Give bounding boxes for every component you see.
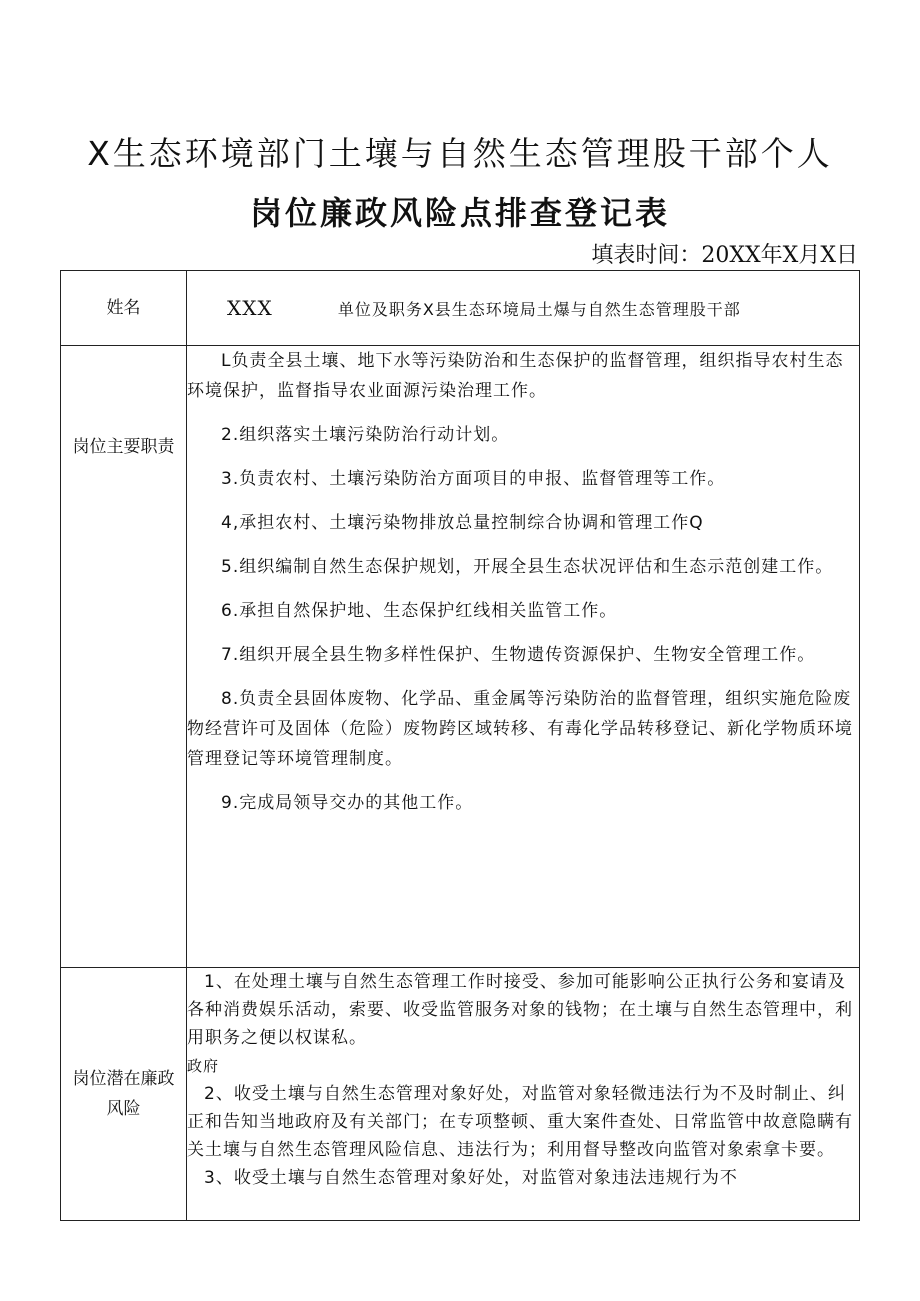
duty-item: 5.组织编制自然生态保护规划，开展全县生态状况评估和生态示范创建工作。 (221, 557, 834, 577)
name-row (61, 271, 860, 346)
name-unit-cell (187, 271, 860, 346)
duty-item: 9.完成局领导交办的其他工作。 (221, 793, 474, 813)
risk-item: 2、收受土壤与自然生态管理对象好处，对监管对象轻微违法行为不及时制止、纠正和告知当地政府及有关部门；在专项整顿、重大案件查处、日常监管中故意隐瞒有关土壤与自然生态管理风险信息、违法行为；利用督导整改向监管对象索拿卡要。 (187, 1084, 853, 1160)
duties-label: 岗位主要职责 (61, 346, 187, 968)
duties-row (61, 346, 860, 968)
duty-item: 7.组织开展全县生物多样性保护、生物遗传资源保护、生物安全管理工作。 (221, 645, 816, 665)
name-label: 姓名 (61, 271, 187, 346)
risk-item: 3、收受土壤与自然生态管理对象好处，对监管对象违法违规行为不 (204, 1168, 738, 1188)
risk-note: 政府 (187, 1057, 220, 1075)
unit-position: 单位及职务X县生态环境局土爆与自然生态管理股干部 (337, 300, 741, 319)
registration-table (60, 270, 860, 1221)
duty-item: 8.负责全县固体废物、化学品、重金属等污染防治的监督管理，组织实施危险废物经营许可及固体（危险）废物跨区域转移、有毒化学品转移登记、新化学物质环境管理登记等环境管理制度。 (187, 689, 853, 769)
duty-item: 6.承担自然保护地、生态保护红线相关监管工作。 (221, 601, 618, 621)
duty-item: L负责全县土壤、地下水等污染防治和生态保护的监督管理，组织指导农村生态环境保护，监督指导农业面源污染治理工作。 (187, 351, 844, 401)
risk-row (61, 968, 860, 1221)
duty-item: 4,承担农村、土壤污染物排放总量控制综合协调和管理工作Q (221, 513, 704, 533)
duty-item: 3.负责农村、土壤污染防治方面项目的申报、监督管理等工作。 (221, 469, 726, 489)
name-value: XXX (227, 296, 273, 320)
risk-item: 1、在处理土壤与自然生态管理工作时接受、参加可能影响公正执行公务和宴请及各种消费娱乐活动，索要、收受监管服务对象的钱物；在土壤与自然生态管理中，利用职务之便以权谋私。 (187, 972, 853, 1048)
duty-item: 2.组织落实土壤污染防治行动计划。 (221, 425, 510, 445)
risk-label: 岗位潜在廉政风险 (61, 968, 187, 1221)
fill-date: 填表时间：20XX年X月X日 (591, 243, 858, 268)
page-title-line1: X生态环境部门土壤与自然生态管理股干部个人 (87, 134, 833, 173)
duties-cell (187, 346, 860, 968)
risk-cell (187, 968, 860, 1221)
page-title-line2: 岗位廉政风险点排查登记表 (249, 194, 670, 232)
